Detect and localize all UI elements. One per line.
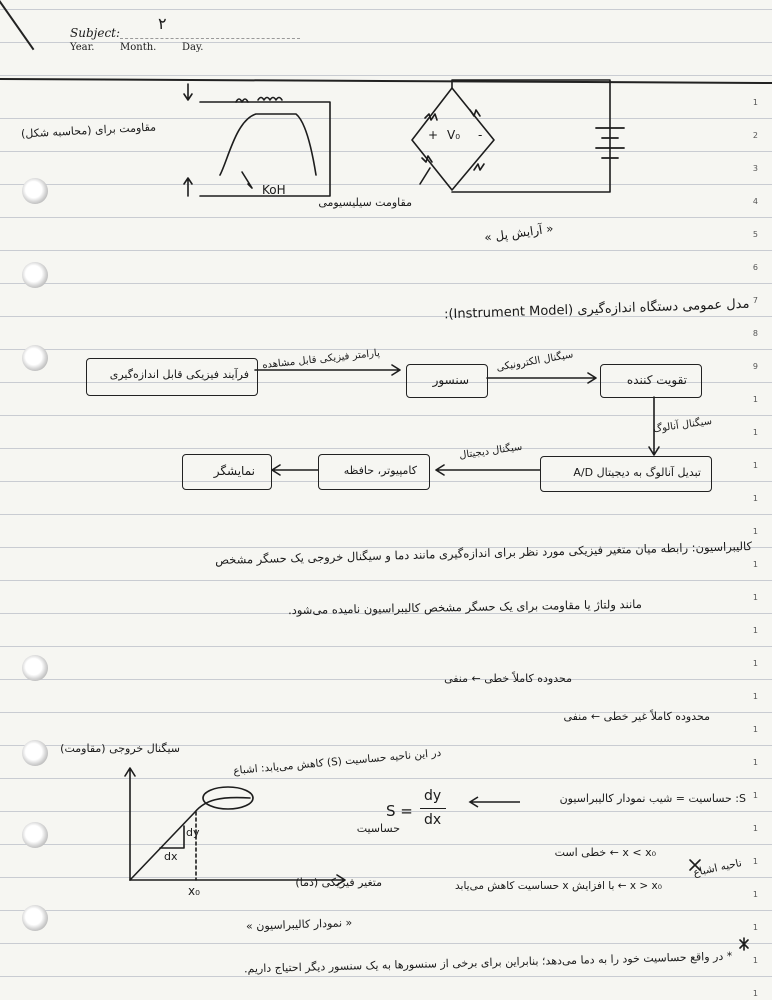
graph-dx: dx xyxy=(164,850,178,863)
linear-range-note: x < x₀ ← خطی است xyxy=(554,846,656,859)
graph-dy: dy xyxy=(186,826,200,839)
arrow-physical-param: پارامتر فیزیکی قابل مشاهده xyxy=(261,347,381,372)
line-number: 1 xyxy=(752,857,758,866)
graph-ylabel: سیگنال خروجی (مقاومت) xyxy=(60,742,180,755)
feature-item-2: محدوده کاملاً غیر خطی ← منفی xyxy=(563,710,710,723)
line-number: 1 xyxy=(752,659,758,668)
line-number: 1 xyxy=(752,494,758,503)
arrow-electronic-signal: سیگنال الکترونیکی xyxy=(495,349,575,374)
arrow-analog-signal: سیگنال آنالوگ xyxy=(652,415,713,436)
bridge-vo-minus: - xyxy=(478,128,483,142)
arrow-digital-signal: سیگنال دیجیتال xyxy=(458,441,523,462)
line-number: 1 xyxy=(752,428,758,437)
line-number: 1 xyxy=(752,956,758,965)
box-adc-label: تبدیل آنالوگ به دیجیتال A/D xyxy=(573,466,701,479)
line-number: 9 xyxy=(752,362,758,371)
line-number: 2 xyxy=(752,131,758,140)
saturation-region-note: ناحیه اشباع xyxy=(692,857,743,879)
formula-denominator: dx xyxy=(424,812,442,828)
bridge-vo-plus: + xyxy=(428,128,439,142)
box-sensor-label: سنسور xyxy=(432,373,469,387)
calibration-line-1: کالیبراسیون: رابطه میان متغیر فیزیکی مورد نظر برای اندازه‌گیری مانند دما و سیگنال خروجی یک حسگر مشخص xyxy=(214,538,753,568)
line-number: 1 xyxy=(752,791,758,800)
box-computer-label: کامپیوتر، حافظه xyxy=(343,464,417,477)
line-number: 4 xyxy=(752,197,758,206)
calibration-line-2: مانند ولتاژ یا مقاومت برای یک حسگر مشخص کالیبراسیون نامیده می‌شود. xyxy=(288,596,643,618)
footnote: * در واقع حساسیت خود را به دما می‌دهد؛ بنابراین برای برخی از سنسورها به یک سنسور دیگر احتیاج داریم. xyxy=(243,949,733,976)
graph-x0-label: x₀ xyxy=(188,884,200,898)
graph-xlabel: متغیر فیزیکی (دما) xyxy=(295,876,382,889)
line-number: 1 xyxy=(752,560,758,569)
nonlinear-range-note: x > x₀ ← با افزایش x حساسیت کاهش می‌یابد xyxy=(455,880,662,892)
line-number: 1 xyxy=(752,989,758,998)
subject-label: Subject: xyxy=(70,26,121,40)
line-number: 8 xyxy=(752,329,758,338)
subject-value: ۲ xyxy=(158,14,167,33)
resistors-caption: مقاومت سیلیسیومی xyxy=(318,196,412,209)
box-display-label: نمایشگر xyxy=(213,464,255,478)
line-number: 1 xyxy=(752,692,758,701)
line-number: 1 xyxy=(752,98,758,107)
year-label: Year. xyxy=(70,42,95,53)
instrument-model-title: مدل عمومی دستگاه اندازه‌گیری (Instrument Model): xyxy=(444,296,751,323)
formula-numerator: dy xyxy=(424,788,442,804)
graph-caption: « نمودار کالیبراسیون » xyxy=(245,916,353,933)
line-number: 1 xyxy=(752,527,758,536)
line-number: 7 xyxy=(752,296,758,305)
line-number: 6 xyxy=(752,263,758,272)
day-label: Day. xyxy=(182,42,204,53)
box-physical-process-label: فرآیند فیزیکی قابل اندازه‌گیری xyxy=(109,368,249,381)
bridge-vo: V₀ xyxy=(447,128,461,142)
line-number: 5 xyxy=(752,230,758,239)
pressure-label: مقاومت برای (محاسبه شکل) xyxy=(20,120,157,141)
line-number: 1 xyxy=(752,890,758,899)
feature-item-1: محدوده کاملاً خطی ← منفی xyxy=(444,672,572,685)
sensitivity-definition: S: حساسیت = شیب نمودار کالیبراسیون xyxy=(559,792,746,805)
line-number: 1 xyxy=(752,461,758,470)
line-number: 1 xyxy=(752,593,758,602)
line-number: 1 xyxy=(752,395,758,404)
line-number: 1 xyxy=(752,725,758,734)
line-number: 1 xyxy=(752,923,758,932)
line-number: 1 xyxy=(752,758,758,767)
koh-label: KoH xyxy=(262,183,286,197)
line-number: 1 xyxy=(752,824,758,833)
box-amplifier-label: تقویت کننده xyxy=(626,373,687,387)
line-number: 3 xyxy=(752,164,758,173)
sensitivity-word: حساسیت xyxy=(356,822,400,835)
graph-saturation-note: در این ناحیه حساسیت (S) کاهش می‌یابد: اشباع xyxy=(233,746,443,778)
formula-s: S = xyxy=(386,802,413,820)
month-label: Month. xyxy=(120,42,157,53)
line-number: 1 xyxy=(752,626,758,635)
bridge-caption: « آرایش پل » xyxy=(483,221,555,245)
